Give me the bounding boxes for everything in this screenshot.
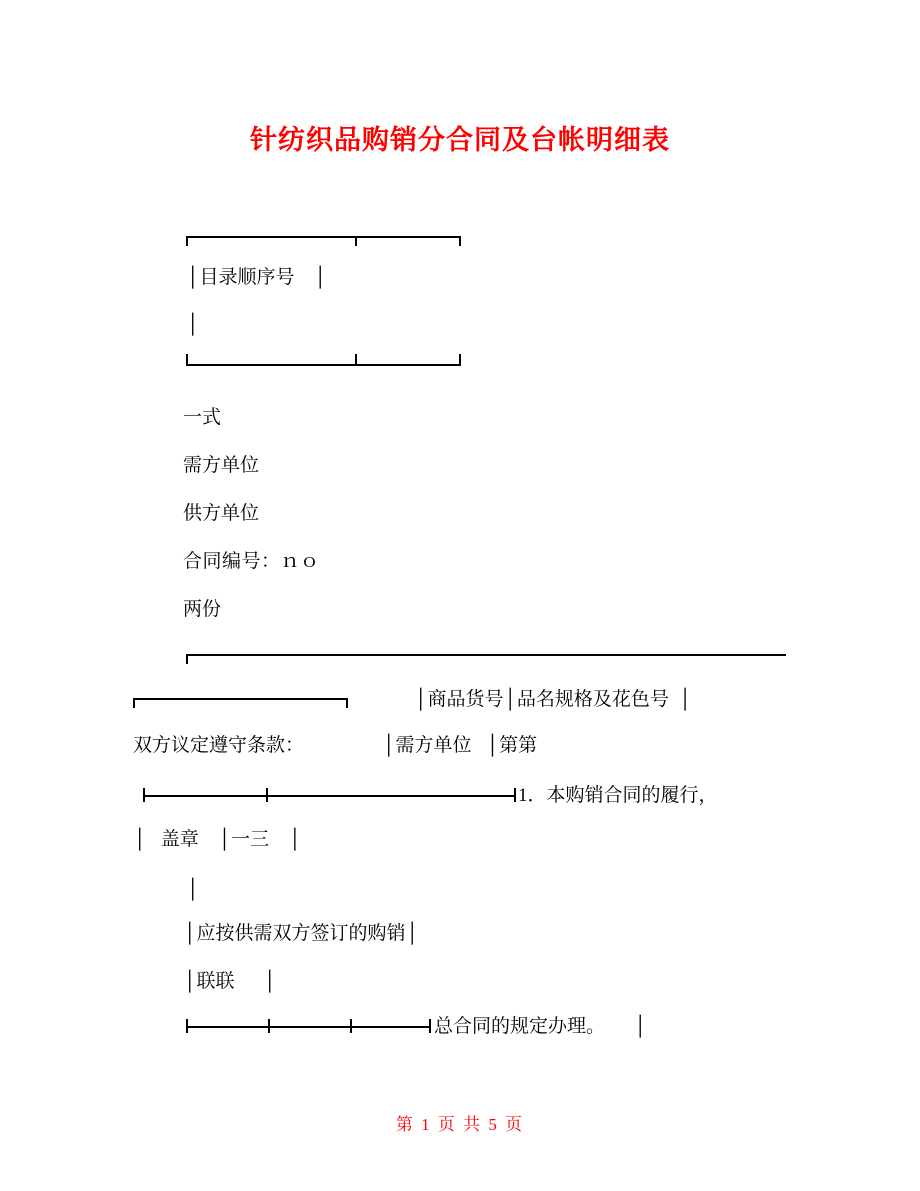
bottom-rule-tick-right (429, 1019, 431, 1033)
page-footer: 第 1 页 共 5 页 (395, 1115, 525, 1134)
catalog-continuation-cell: │ (186, 314, 200, 335)
table-tick-bottom-mid (355, 354, 357, 364)
mid-rule (143, 795, 516, 797)
left-rule (133, 698, 348, 700)
bottom-rule-tick-a (268, 1019, 270, 1033)
mid-rule-tick-mid (266, 788, 268, 802)
contract-number-line: 合同编号：ｎｏ (183, 551, 320, 572)
mid-rule-tick-right (514, 788, 516, 802)
catalog-no-cell: │目录顺序号 │ (186, 267, 327, 288)
terms-intro-line: 双方议定遵守条款： (133, 735, 305, 756)
table-tick-top-right (459, 236, 461, 246)
demander-unit-cell: │需方单位 │第第 (382, 735, 538, 756)
demander-unit-line: 需方单位 (183, 455, 260, 476)
mid-rule-tick-left (143, 788, 145, 802)
bottom-rule-tick-b (350, 1019, 352, 1033)
bottom-rule (186, 1026, 431, 1028)
clause-one-line: 1．本购销合同的履行， (518, 785, 718, 806)
blank-cell-row: │ (186, 879, 200, 900)
total-contract-line: 总合同的规定办理。 │ (434, 1016, 647, 1037)
two-copies-line: 两份 (183, 599, 222, 620)
goods-header-row: │商品货号│品名规格及花色号 │ (414, 689, 692, 710)
table-tick-top-mid (355, 236, 357, 246)
table-tick-top-left (186, 236, 188, 246)
wide-rule-tick-left (186, 654, 188, 664)
bottom-rule-tick-left (186, 1019, 188, 1033)
one-set-line: 一式 (183, 407, 222, 428)
page-title: 针纺织品购销分合同及台帐明细表 (250, 125, 670, 156)
table-rule-top (186, 236, 461, 238)
left-rule-tick-left (133, 698, 135, 708)
per-signed-contract-row: │应按供需双方签订的购销│ (183, 923, 419, 944)
table-tick-bottom-right (459, 354, 461, 364)
lian-lian-row: │联联 │ (183, 971, 277, 992)
seal-cell-row: │ 盖章 │一三 │ (133, 829, 302, 850)
table-rule-bottom (186, 364, 461, 366)
table-tick-bottom-left (186, 354, 188, 364)
left-rule-tick-right (346, 698, 348, 708)
supplier-unit-line: 供方单位 (183, 503, 260, 524)
wide-rule (186, 654, 786, 656)
